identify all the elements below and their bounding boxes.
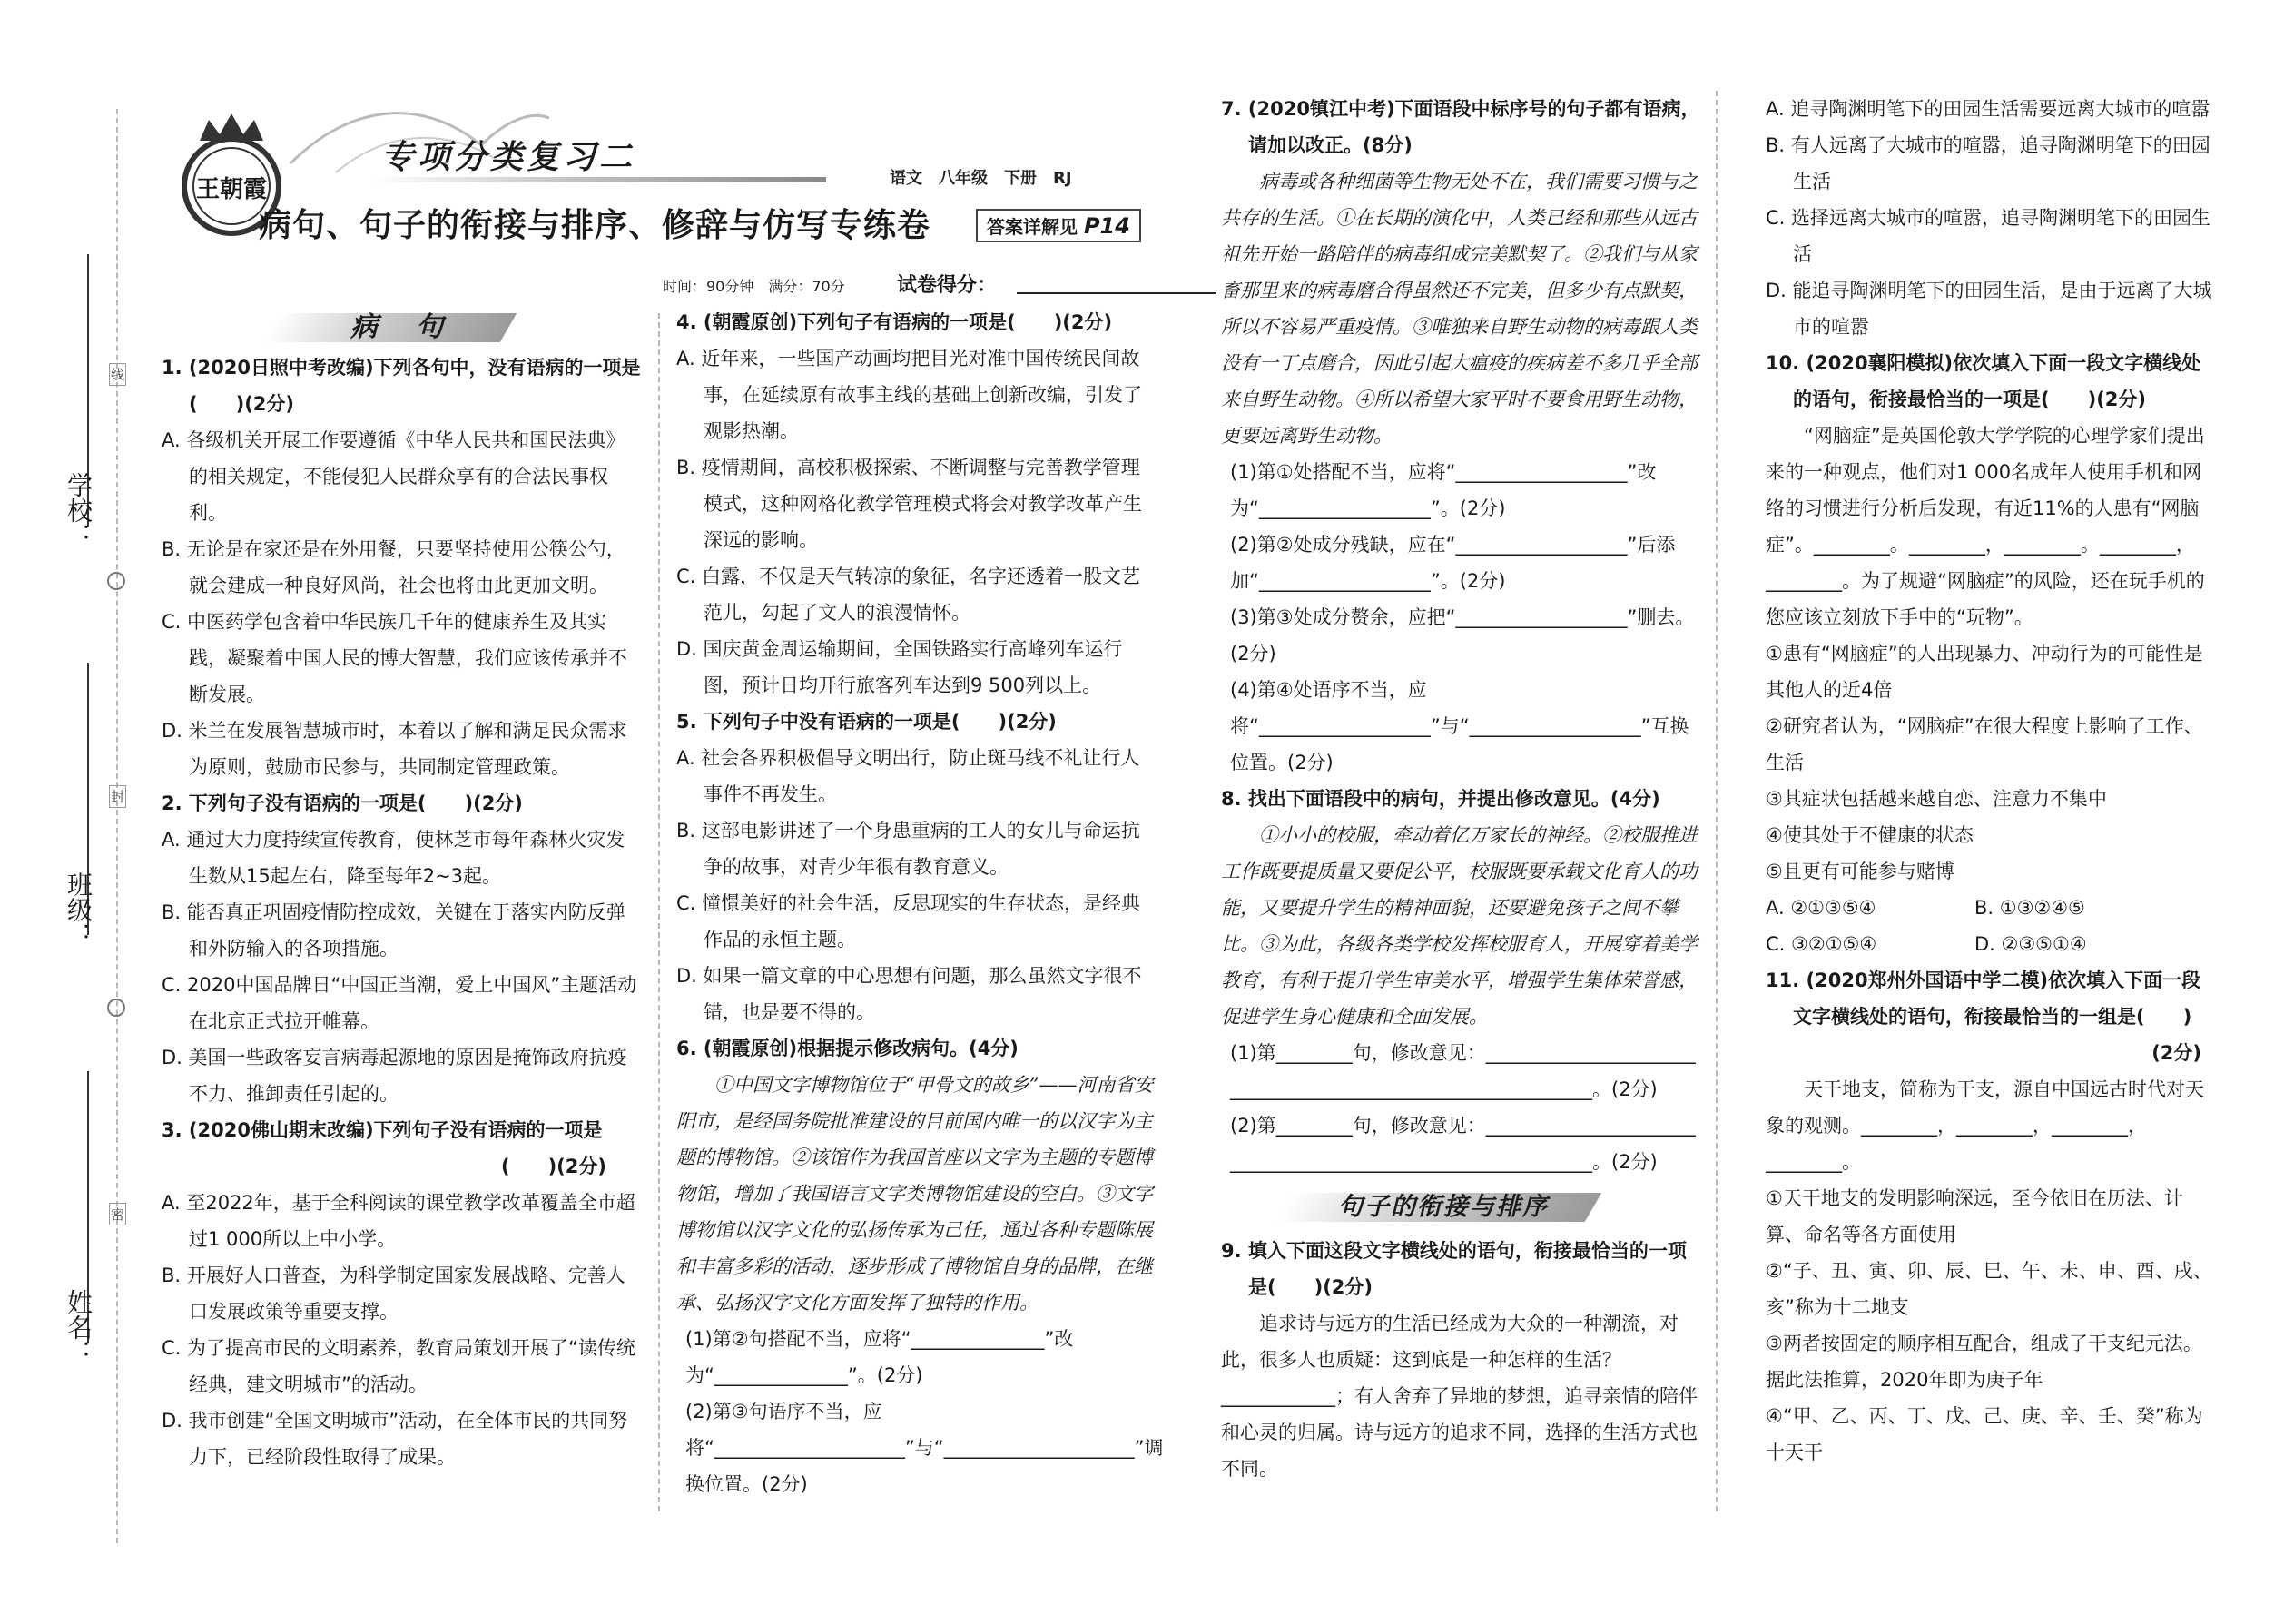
question-7-sub-2[interactable]: (2)第②处成分残缺，应在“__________________”后添加“__________________”。(2分) xyxy=(1230,534,1676,592)
question-10-item-4: ④使其处于不健康的状态 xyxy=(1766,824,1974,846)
option-2c: C. 2020中国品牌日“中国正当潮，爱上中国风”主题活动在北京正式拉开帷幕。 xyxy=(162,974,637,1032)
option-3b: B. 开展好人口普查，为科学制定国家发展战略、完善人口发展政策等重要支撑。 xyxy=(162,1265,625,1323)
title-underline xyxy=(372,177,826,182)
option-10b: B. ①③②④⑤ xyxy=(1974,897,2085,919)
question-8-sub-1[interactable]: (1)第________句，修改意见：______________________ xyxy=(1230,1042,1696,1064)
question-4: 4. (朝霞原创)下列句子有语病的一项是( )(2分) xyxy=(676,311,1113,333)
option-4b: B. 疫情期间，高校积极探索、不断调整与完善教学管理模式，这种网格化教学管理模式将会对教学改革产生深远的影响。 xyxy=(676,457,1142,551)
question-6-sub-1[interactable]: (1)第②句搭配不当，应将“______________”改为“______________”。(2分) xyxy=(685,1328,1074,1386)
seal-word-seal: 封 xyxy=(109,785,126,808)
question-2: 2. 下列句子没有语病的一项是( )(2分) xyxy=(162,792,523,814)
subject-tag: 语文 八年级 下册 RJ xyxy=(890,169,1072,188)
question-8-sub-1-cont[interactable]: ______________________________________。(2分) xyxy=(1230,1078,1658,1100)
binding-hole-icon xyxy=(107,999,125,1017)
question-10-options-row-1 xyxy=(1766,890,2220,926)
question-8-passage: ①小小的校服，牵动着亿万家长的神经。②校服推进工作既要提质量又要促公平，校服既要承载文化育人的功能，又要提升学生的精神面貌，还要避免孩子之间不攀比。③为此，各级各类学校发挥校服育人，开展穿着美学教育，有利于提升学生审美水平，增强学生集体荣誉感，促进学生身心健康和全面发展。 xyxy=(1221,824,1698,1028)
option-5c: C. 憧憬美好的社会生活，反思现实的生存状态，是经典作品的永恒主题。 xyxy=(676,892,1141,950)
exam-meta: 时间：90分钟 满分：70分 xyxy=(663,278,845,295)
option-9d: D. 能追寻陶渊明笔下的田园生活，是由于远离了大城市的喧嚣 xyxy=(1766,280,2212,338)
option-5b: B. 这部电影讲述了一个身患重病的工人的女儿与命运抗争的故事，对青少年很有教育意义。 xyxy=(676,820,1140,878)
column-4 xyxy=(1766,91,2220,1471)
question-7: 7. (2020镇江中考)下面语段中标序号的句子都有语病，请加以改正。(8分) xyxy=(1221,98,1700,156)
column-2 xyxy=(676,304,1164,1502)
question-10-item-1: ①患有“网脑症”的人出现暴力、冲动行为的可能性是其他人的近4倍 xyxy=(1766,643,2203,701)
question-10-options-row-2 xyxy=(1766,926,2220,962)
header xyxy=(145,91,1189,300)
school-label: 学校： xyxy=(64,472,94,548)
question-11-item-4: ④“甲、乙、丙、丁、戊、己、庚、辛、壬、癸”称为十天干 xyxy=(1766,1405,2203,1463)
column-divider xyxy=(1716,91,1718,1511)
option-1d: D. 米兰在发展智慧城市时，本着以了解和满足民众需求为原则，鼓励市民参与，共同制定管理政策。 xyxy=(162,720,627,778)
option-1b: B. 无论是在家还是在外用餐，只要坚持使用公筷公勺，就会建成一种良好风尚，社会也将由此更加文明。 xyxy=(162,538,625,596)
option-5d: D. 如果一篇文章的中心思想有问题，那么虽然文字很不错，也是要不得的。 xyxy=(676,965,1142,1023)
question-3: 3. (2020佛山期末改编)下列句子没有语病的一项是 xyxy=(162,1119,603,1141)
question-8-sub-2[interactable]: (2)第________句，修改意见：______________________ xyxy=(1230,1115,1696,1137)
option-5a: A. 社会各界积极倡导文明出行，防止斑马线不礼让行人事件不再发生。 xyxy=(676,747,1140,805)
question-1: 1. (2020日照中考改编)下列各句中，没有语病的一项是( )(2分) xyxy=(162,357,641,415)
binding-dashed-line xyxy=(116,109,118,1543)
option-10c: C. ③②①⑤④ xyxy=(1766,933,1877,955)
question-8: 8. 找出下面语段中的病句，并提出修改意见。(4分) xyxy=(1221,788,1660,810)
question-11-item-1: ①天干地支的发明影响深远，至今依旧在历法、计算、命名等各方面使用 xyxy=(1766,1187,2183,1245)
option-9c: C. 选择远离大城市的喧嚣，追寻陶渊明笔下的田园生活 xyxy=(1766,207,2211,265)
binding-hole-icon xyxy=(107,572,125,590)
question-6: 6. (朝霞原创)根据提示修改病句。(4分) xyxy=(676,1038,1019,1059)
section-title-bingju: 病 句 xyxy=(350,311,448,343)
option-3d: D. 我市创建“全国文明城市”活动，在全体市民的共同努力下，已经阶段性取得了成果。 xyxy=(162,1410,628,1468)
question-11-item-3: ③两者按固定的顺序相互配合，组成了干支纪元法。据此法推算，2020年即为庚子年 xyxy=(1766,1333,2202,1391)
question-10-item-5: ⑤且更有可能参与赌博 xyxy=(1766,861,1954,882)
question-7-sub-1[interactable]: (1)第①处搭配不当，应将“__________________”改为“__________________”。(2分) xyxy=(1230,461,1657,519)
option-2d: D. 美国一些政客妄言病毒起源地的原因是掩饰政府抗疫不力、推卸责任引起的。 xyxy=(162,1047,627,1105)
option-4d: D. 国庆黄金周运输期间，全国铁路实行高峰列车运行图，预计日均开行旅客列车达到9 500列以上。 xyxy=(676,638,1123,696)
option-1c: C. 中医药学包含着中华民族几千年的健康养生及其实践，凝聚着中国人民的博大智慧，我们应该传承并不断发展。 xyxy=(162,611,627,705)
question-7-sub-4[interactable]: (4)第④处语序不当，应将“__________________”与“__________________”互换位置。(2分) xyxy=(1230,679,1689,773)
question-11-item-2: ②“子、丑、寅、卯、辰、巳、午、未、申、酉、戌、亥”称为十二地支 xyxy=(1766,1260,2212,1318)
question-7-passage: 病毒或各种细菌等生物无处不在，我们需要习惯与之共存的生活。①在长期的演化中，人类已经和那些从远古祖先开始一路陪伴的病毒组成完美默契了。②我们与从家畜那里来的病毒磨合得虽然还不完美，但多少有点默契，所以不容易严重疫情。③唯独来自野生动物的病毒跟人类没有一丁点磨合，因此引起大瘟疫的疾病差不多几乎全部来自野生动物。④所以希望大家平时不要食用野生动物，更要远离野生动物。 xyxy=(1221,171,1698,447)
option-2b: B. 能否真正巩固疫情防控成效，关键在于落实内防反弹和外防输入的各项措施。 xyxy=(162,901,625,960)
seal-word-line: 线 xyxy=(109,363,126,386)
option-2a: A. 通过大力度持续宣传教育，使林芝市每年森林火灾发生数从15起左右，降至每年2~3起。 xyxy=(162,829,625,887)
section-title-sequence: 句子的衔接与排序 xyxy=(1338,1193,1549,1221)
column-1 xyxy=(162,349,643,1475)
score-label: 试卷得分： xyxy=(897,274,998,297)
question-9-passage: 追求诗与远方的生活已经成为大众的一种潮流，对此，很多人也质疑：这到底是一种怎样的生活？____________；有人舍弃了异地的梦想，追寻亲情的陪伴和心灵的归属。诗与远方的追求不同，选择的生活方式也不同。 xyxy=(1221,1313,1698,1480)
question-10-item-3: ③其症状包括越来越自恋、注意力不集中 xyxy=(1766,788,2107,810)
option-1a: A. 各级机关开展工作要遵循《中华人民共和国民法典》的相关规定，不能侵犯人民群众享有的合法民事权利。 xyxy=(162,429,625,524)
class-label: 班级： xyxy=(64,871,94,948)
series-title: 专项分类复习二 xyxy=(381,139,636,176)
option-9b: B. 有人远离了大城市的喧嚣，追寻陶渊明笔下的田园生活 xyxy=(1766,134,2210,192)
question-11-passage: 天干地支，简称为干支，源自中国远古时代对天象的观测。________，________，________，________。 xyxy=(1766,1078,2204,1173)
column-3 xyxy=(1221,91,1702,1487)
option-10d: D. ②③⑤①④ xyxy=(1974,933,2087,955)
score-field[interactable] xyxy=(1017,292,1216,294)
question-10-item-2: ②研究者认为，“网脑症”在很大程度上影响了工作、生活 xyxy=(1766,715,2203,773)
column-divider xyxy=(658,313,660,1511)
question-7-sub-3[interactable]: (3)第③处成分赘余，应把“__________________”删去。(2分) xyxy=(1230,606,1695,664)
option-3a: A. 至2022年，基于全科阅读的课堂教学改革覆盖全市超过1 000所以上中小学。 xyxy=(162,1192,635,1250)
question-6-passage: ①中国文字博物馆位于“甲骨文的故乡”——河南省安阳市，是经国务院批准建设的目前国内唯一的以汉字为主题的博物馆。②该馆作为我国首座以文字为主题的专题博物馆，增加了我国语言文字类博物馆建设的空白。③文字博物馆以汉字文化的弘扬传承为己任，通过各种专题陈展和丰富多彩的活动，逐步形成了博物馆自身的品牌，在继承、弘扬汉字文化方面发挥了独特的作用。 xyxy=(676,1074,1154,1314)
question-10-passage: “网脑症”是英国伦敦大学学院的心理学家们提出来的一种观点，他们对1 000名成年人使用手机和网络的习惯进行分析后发现，有近11%的人患有“网脑症”。________。________，________。________，________。为了规避“网脑症”的风险，还在玩手机的您应该立刻放下手中的“玩物”。 xyxy=(1766,425,2205,628)
answer-page: P14 xyxy=(1083,213,1130,239)
question-6-sub-2[interactable]: (2)第③句语序不当，应将“____________________”与“____________________”调换位置。(2分) xyxy=(685,1401,1164,1495)
answer-ref-label: 答案详解见 xyxy=(987,216,1078,238)
option-10a: A. ②①③⑤④ xyxy=(1766,897,1876,919)
page-title: 病句、句子的衔接与排序、修辞与仿写专练卷 xyxy=(259,206,931,244)
question-9: 9. 填入下面这段文字横线处的语句，衔接最恰当的一项是( )(2分) xyxy=(1221,1240,1687,1298)
section-2-header xyxy=(1221,1180,1702,1233)
option-9a: A. 追寻陶渊明笔下的田园生活需要远离大城市的喧嚣 xyxy=(1766,98,2210,120)
question-3-score: ( )(2分) xyxy=(500,1156,606,1177)
question-11: 11. (2020郑州外国语中学二模)依次填入下面一段文字横线处的语句，衔接最恰当的一组是( ) xyxy=(1766,969,2201,1028)
option-4c: C. 白露，不仅是天气转凉的象征，名字还透着一股文艺范儿，勾起了文人的浪漫情怀。 xyxy=(676,566,1141,624)
binding-strip xyxy=(0,0,127,1624)
logo-text: 王朝霞 xyxy=(195,176,267,203)
question-11-score: (2分) xyxy=(2151,1042,2201,1064)
option-3c: C. 为了提高市民的文明素养，教育局策划开展了“读传统经典，建文明城市”的活动。 xyxy=(162,1337,635,1395)
name-label: 姓名： xyxy=(64,1289,94,1365)
answer-reference xyxy=(976,209,1141,242)
question-8-sub-2-cont[interactable]: ______________________________________。(2分) xyxy=(1230,1151,1658,1173)
question-10: 10. (2020襄阳模拟)依次填入下面一段文字横线处的语句，衔接最恰当的一项是( )(2分) xyxy=(1766,352,2201,410)
seal-word-secret: 密 xyxy=(109,1203,126,1225)
option-4a: A. 近年来，一些国产动画均把目光对准中国传统民间故事，在延续原有故事主线的基础上创新改编，引发了观影热潮。 xyxy=(676,348,1142,442)
question-5: 5. 下列句子中没有语病的一项是( )(2分) xyxy=(676,711,1057,733)
